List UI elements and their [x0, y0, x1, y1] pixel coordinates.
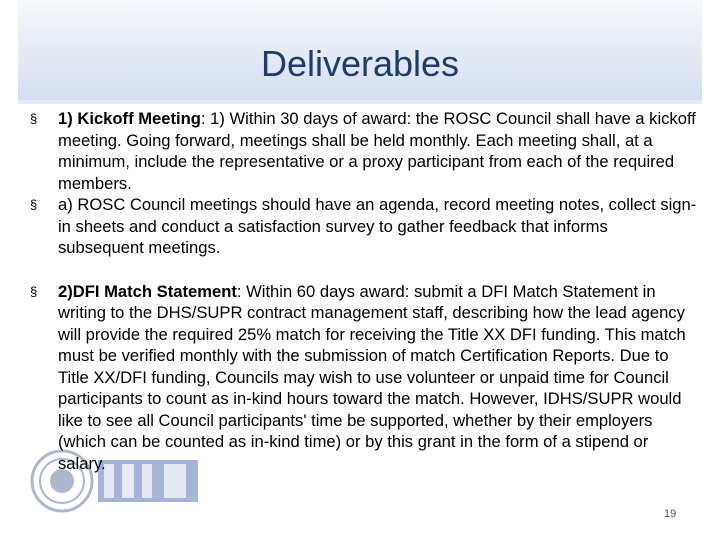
bullet-kickoff-meeting: [30, 108, 698, 194]
bullet-heading: 1) Kickoff Meeting: [58, 109, 201, 128]
slide-title: Deliverables: [260, 43, 460, 84]
bullet-list: [30, 108, 698, 474]
bullet-dfi-match: [30, 281, 698, 475]
bullet-text: a) ROSC Council meetings should have an agenda, record meeting notes, collect sign-in sheets and conduct a satisfaction survey to gather feedback that informs subsequent meetings.: [58, 195, 697, 257]
title-band: [18, 0, 702, 104]
bullet-marker: §: [30, 111, 38, 126]
bullet-text: : Within 60 days award: submit a DFI Match Statement in writing to the DHS/SUPR contract management staff, describing how the lead agency will provide the required 25% match for receiving the Title XX DFI funding. This match must be verified monthly with the submission of match Certification Reports. Due to Title XX/DFI funding, Councils may wish to use volunteer or unpaid time for Council participants to count as in-kind hours toward the match. However, IDHS/SUPR would like to see all Council participants' time be supported, whether by their employers (which can be counted as in-kind time) or by this grant in the form of a stipend or salary.: [58, 281, 686, 473]
bullet-marker: §: [30, 283, 38, 299]
bullet-heading: 2)DFI Match Statement: [58, 281, 237, 301]
page-number: 19: [664, 508, 677, 520]
bullet-text: : 1) Within 30 days of award: the ROSC Council shall have a kickoff meeting. Going forward, meetings shall be held monthly. Each meeting shall, at a minimum, include the representative or a proxy participant from each of the required members.: [58, 109, 696, 193]
bullet-rosc-meetings: [30, 194, 698, 259]
bullet-marker: §: [30, 197, 38, 212]
